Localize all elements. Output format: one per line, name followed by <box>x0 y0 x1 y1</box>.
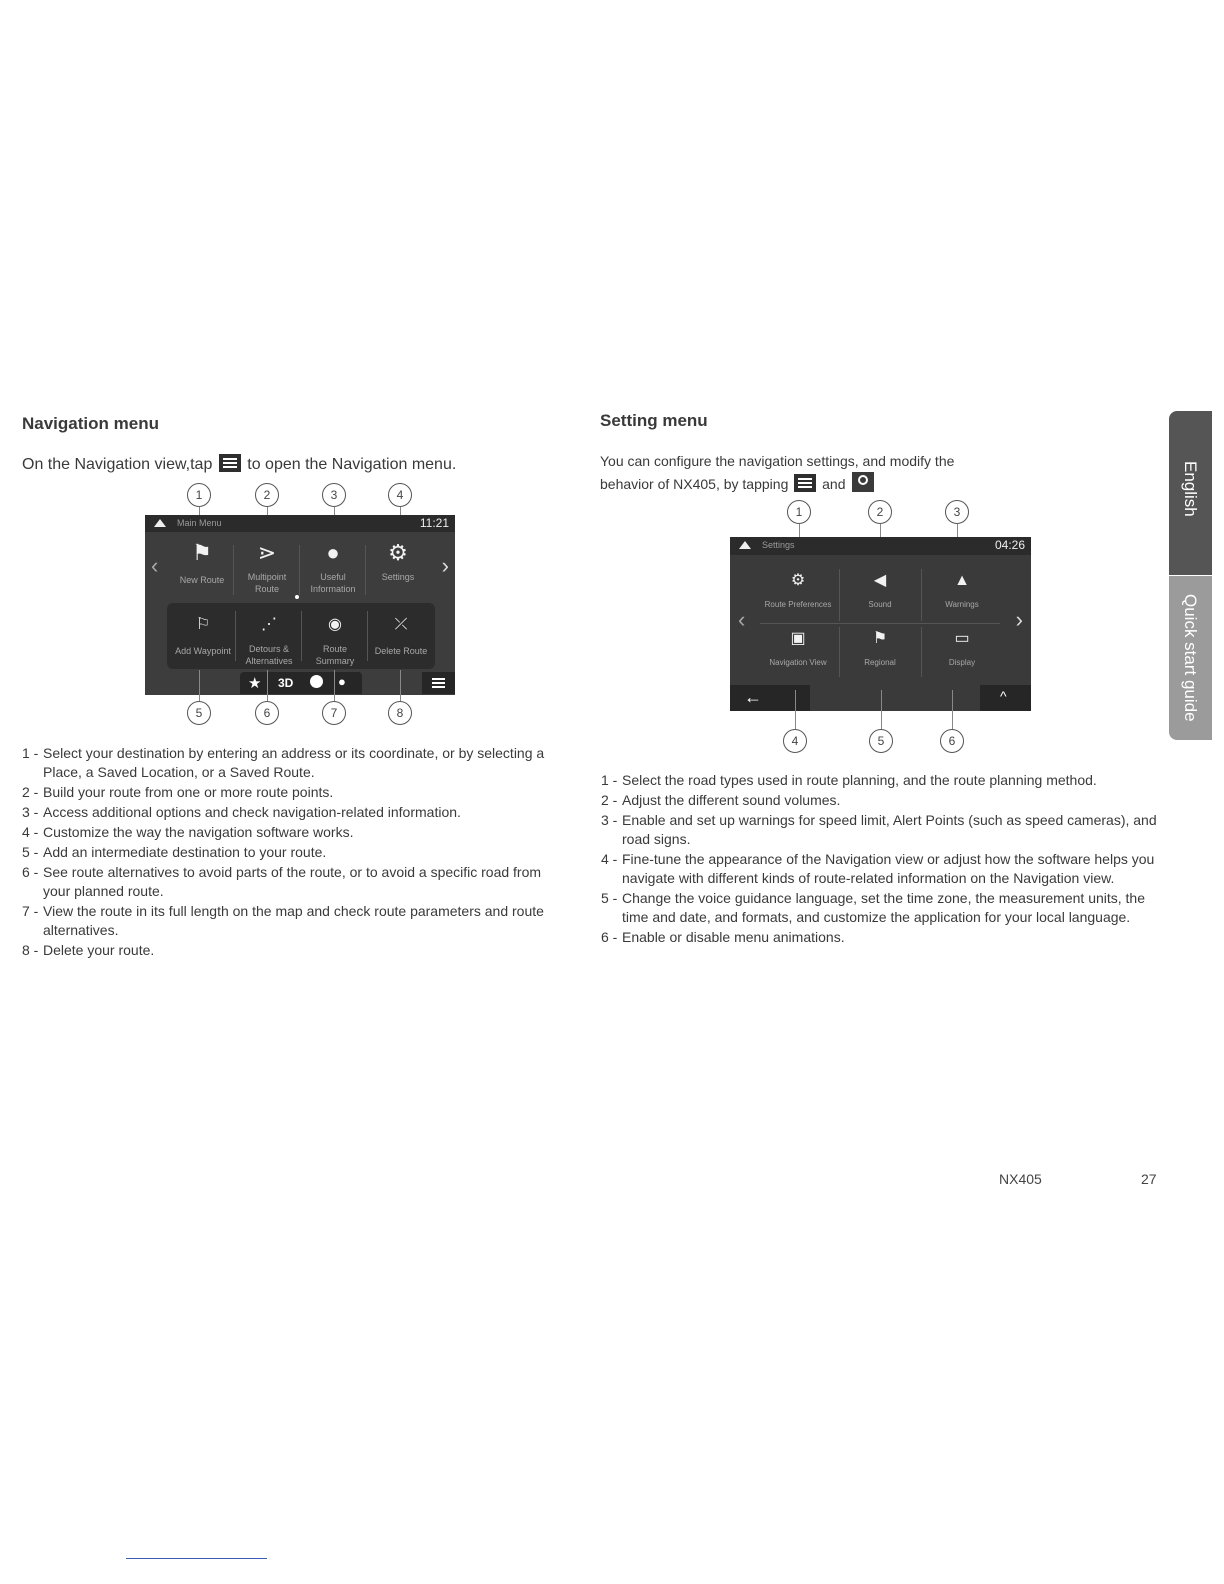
bottom-toolbar <box>240 672 362 694</box>
chevron-left-icon[interactable]: ‹ <box>738 607 746 632</box>
chevron-right-icon[interactable]: › <box>441 553 449 578</box>
callout-2: 2 <box>868 500 892 524</box>
callout-7: 7 <box>322 701 346 725</box>
settings-title: Settings <box>762 540 795 550</box>
list-item: 1 - Select your destination by entering an address or its coordinate, or by selecting a Place, a Saved Location, or a Saved Route. <box>22 745 545 780</box>
callout-3: 3 <box>945 500 969 524</box>
main-menu-topbar <box>145 515 455 532</box>
menu-button[interactable] <box>422 672 455 694</box>
hamburger-icon <box>432 678 445 680</box>
list-item: 2 - Adjust the different sound volumes. <box>601 792 841 808</box>
view-3d-button[interactable]: 3D <box>278 676 294 690</box>
setting-menu-list <box>601 771 1166 948</box>
settings-screen <box>730 537 1031 711</box>
page-number: 27 <box>1141 1171 1157 1187</box>
page-indicator-dot <box>295 595 299 599</box>
list-item: 8 - Delete your route. <box>22 942 155 958</box>
callout-8: 8 <box>388 701 412 725</box>
back-arrow-icon: ← <box>744 687 762 707</box>
warning-icon: ▲ <box>954 572 970 589</box>
multipoint-icon: ⋗ <box>257 540 277 565</box>
sub-tile-add-waypoint[interactable]: ⚐ Add Waypoint <box>171 613 235 657</box>
sub-tile-detours[interactable]: ⋰ Detours & Alternatives <box>237 613 301 667</box>
waypoint-flag-icon: ⚐ <box>195 616 211 633</box>
bottom-rule <box>126 1558 267 1559</box>
route-preferences-icon: ⚙ <box>790 572 806 589</box>
navigation-menu-list <box>22 744 572 961</box>
intro-text-after: to open the Navigation menu. <box>247 456 457 473</box>
clock: 11:21 <box>419 516 449 530</box>
chevron-right-icon[interactable]: › <box>1015 607 1023 632</box>
user-icon[interactable]: ● <box>338 674 346 689</box>
list-item: 7 - View the route in its full length on the map and check route parameters and route alternatives. <box>22 903 544 938</box>
speaker-icon: ◀ <box>873 572 887 589</box>
menu-icon <box>794 474 816 492</box>
list-item: 5 - Change the voice guidance language, set the time zone, the measurement units, the time and date, and formats, and customize the application for your local language. <box>601 890 1146 925</box>
list-item: 6 - Enable or disable menu animations. <box>601 929 845 945</box>
list-item: 4 - Customize the way the navigation software works. <box>22 824 354 840</box>
setting-menu-heading: Setting menu <box>600 411 708 430</box>
callout-5: 5 <box>187 701 211 725</box>
navigation-menu-heading: Navigation menu <box>22 414 159 433</box>
location-arrow-icon <box>739 541 751 549</box>
navigation-view-icon: ▣ <box>790 630 806 647</box>
location-arrow-icon <box>154 519 166 527</box>
footer-model: NX405 <box>999 1171 1042 1187</box>
display-icon: ▭ <box>954 630 970 647</box>
tile-display[interactable]: ▭ Display <box>924 627 1000 669</box>
route-submenu <box>167 603 435 669</box>
settings-gear-icon <box>852 472 874 492</box>
chevron-left-icon[interactable]: ‹ <box>151 553 159 578</box>
tab-english[interactable]: English <box>1169 411 1212 575</box>
tile-settings[interactable]: ⚙ Settings <box>369 541 427 583</box>
navigation-menu-intro <box>22 454 456 474</box>
delete-route-icon: ⤫ <box>394 616 408 633</box>
sub-tile-route-summary[interactable]: ◉ Route Summary <box>303 613 367 667</box>
list-item: 3 - Enable and set up warnings for speed limit, Alert Points (such as speed cameras), and road signs. <box>601 812 1157 847</box>
callout-6: 6 <box>255 701 279 725</box>
tab-quick-start-guide[interactable]: Quick start guide <box>1169 576 1212 740</box>
tile-regional[interactable]: ⚑ Regional <box>842 627 918 669</box>
pause-icon[interactable] <box>310 675 323 688</box>
route-summary-icon: ◉ <box>328 616 342 633</box>
callout-2: 2 <box>255 483 279 507</box>
callout-3: 3 <box>322 483 346 507</box>
callout-5: 5 <box>869 729 893 753</box>
clock: 04:26 <box>994 538 1025 552</box>
regional-flag-icon: ⚑ <box>872 630 888 647</box>
menu-icon <box>219 454 241 472</box>
favorite-star-icon[interactable]: ★ <box>248 675 262 692</box>
main-menu-screen <box>145 515 455 695</box>
main-menu-title: Main Menu <box>177 518 222 528</box>
sub-tile-delete-route[interactable]: ⤫ Delete Route <box>369 613 433 657</box>
list-item: 6 - See route alternatives to avoid parts of the route, or to avoid a specific road from your planned route. <box>22 864 542 899</box>
list-item: 4 - Fine-tune the appearance of the Navigation view or adjust how the software helps you navigate with different kinds of route-related information on the Navigation view. <box>601 851 1155 886</box>
settings-topbar <box>730 537 1031 555</box>
tile-warnings[interactable]: ▲ Warnings <box>924 569 1000 611</box>
detour-icon: ⋰ <box>261 616 277 633</box>
setting-menu-intro <box>600 451 1020 495</box>
intro-line-2: behavior of NX405, by tapping and <box>600 472 1020 495</box>
tile-navigation-view[interactable]: ▣ Navigation View <box>760 627 836 669</box>
tile-new-route[interactable]: ⚑ New Route <box>173 541 231 586</box>
callout-4: 4 <box>783 729 807 753</box>
tile-useful-information[interactable]: ● Useful Information <box>303 541 363 595</box>
tile-route-preferences[interactable]: ⚙ Route Preferences <box>760 569 836 611</box>
callout-4: 4 <box>388 483 412 507</box>
tile-sound[interactable]: ◀ Sound <box>842 569 918 611</box>
collapse-button[interactable] <box>980 685 1031 711</box>
list-item: 2 - Build your route from one or more route points. <box>22 784 334 800</box>
intro-line-1: You can configure the navigation settings, and modify the <box>600 453 955 469</box>
intro-text-before: On the Navigation view,tap <box>22 456 213 473</box>
info-icon: ● <box>326 540 340 565</box>
gear-icon: ⚙ <box>388 540 408 565</box>
checkered-flag-icon: ⚑ <box>192 540 212 565</box>
list-item: 1 - Select the road types used in route planning, and the route planning method. <box>601 772 1097 788</box>
tile-multipoint-route[interactable]: ⋗ Multipoint Route <box>237 541 297 595</box>
list-item: 3 - Access additional options and check navigation-related information. <box>22 804 461 820</box>
callout-1: 1 <box>787 500 811 524</box>
back-button[interactable] <box>730 685 810 711</box>
list-item: 5 - Add an intermediate destination to your route. <box>22 844 327 860</box>
callout-6: 6 <box>940 729 964 753</box>
callout-1: 1 <box>187 483 211 507</box>
chevron-up-icon: ^ <box>1000 688 1007 704</box>
